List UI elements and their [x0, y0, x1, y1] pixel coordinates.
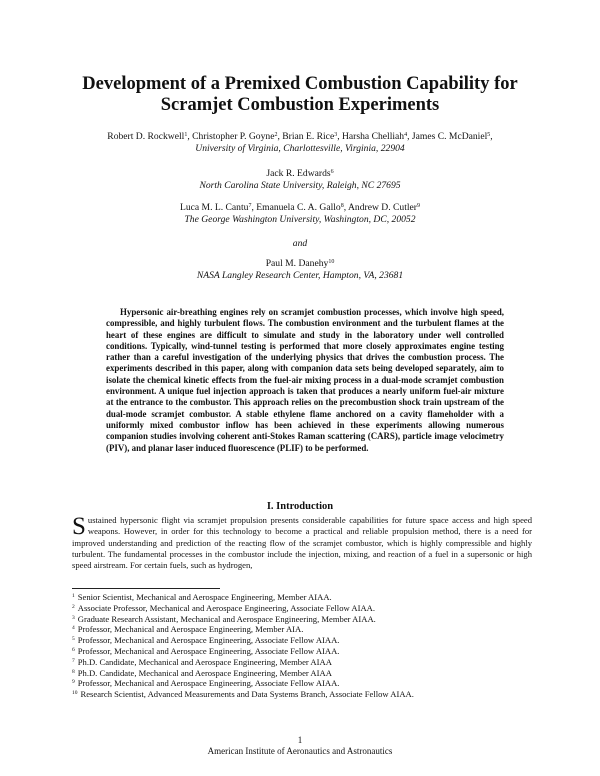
author: Harsha Chelliah$^4$, [342, 131, 412, 142]
author-list [60, 131, 540, 143]
author-group-2 [60, 168, 540, 192]
author: Christopher P. Goyne$^2$, [192, 131, 283, 142]
intro-text: ustained hypersonic flight via scramjet propulsion presents considerable capabilities for future space access and high speed weapons. However, in order for this technology to become a practical and reliable propulsion method, there is a need for improved understanding and prediction of the reacting flow of the scramjet combustor, which is highly compressible and highly turbulent. The fundamental processes in the combustor include the injection, mixing, and reaction of a fuel in a supersonic or high speed airstream. For certain fuels, such as hydrogen, [72, 515, 532, 571]
author-group-4 [60, 258, 540, 282]
footnote: $^7$ Ph.D. Candidate, Mechanical and Aerospace Engineering, Member AIAA [72, 656, 332, 667]
footnote: $^8$ Ph.D. Candidate, Mechanical and Aerospace Engineering, Member AIAA [72, 667, 332, 678]
abstract [106, 307, 504, 454]
author: Emanuela C. A. Gallo$^8$, [256, 202, 348, 213]
affiliation: NASA Langley Research Center, Hampton, VA, 23681 [196, 270, 404, 281]
author: Jack R. Edwards$^6$ [266, 168, 334, 179]
section-heading: I. Introduction [266, 501, 334, 512]
author: Andrew D. Cutler$^9$ [348, 202, 421, 213]
footnote: $^3$ Graduate Research Assistant, Mechanical and Aerospace Engineering, Member AIAA. [72, 613, 376, 624]
author-group-3 [60, 202, 540, 226]
page-footer: American Institute of Aeronautics and Astronautics [207, 746, 393, 756]
author-group-1 [60, 131, 540, 155]
author: Robert D. Rockwell$^1$, [107, 131, 193, 142]
intro-paragraph [72, 515, 532, 571]
page-number: 1 [297, 735, 303, 745]
author: Paul M. Danehy$^{10}$ [265, 258, 335, 269]
affiliation: North Carolina State University, Raleigh, NC 27695 [199, 180, 401, 191]
affiliation: University of Virginia, Charlottesville, Virginia, 22904 [195, 143, 405, 154]
and-separator: and [292, 238, 308, 249]
author: James C. McDaniel$^5$, [411, 131, 493, 142]
footnote: $^2$ Associate Professor, Mechanical and Aerospace Engineering, Associate Fellow AIAA. [72, 602, 376, 613]
paper-title [60, 74, 540, 116]
footnote: $^9$ Professor, Mechanical and Aerospace Engineering, Associate Fellow AIAA. [72, 678, 340, 689]
affiliation: The George Washington University, Washington, DC, 20052 [184, 214, 416, 225]
footnote: $^1$ Senior Scientist, Mechanical and Aerospace Engineering, Member AIAA. [72, 592, 332, 602]
footnotes [72, 592, 542, 700]
footnote: $^6$ Professor, Mechanical and Aerospace Engineering, Associate Fellow AIAA. [72, 645, 340, 656]
footnote: $^{10}$ Research Scientist, Advanced Measurements and Data Systems Branch, Associate Fellow AIAA. [72, 689, 414, 700]
footnote: $^5$ Professor, Mechanical and Aerospace Engineering, Associate Fellow AIAA. [72, 635, 340, 646]
author-list [60, 202, 540, 214]
abstract-text: Hypersonic air-breathing engines rely on scramjet combustion processes, which involve high speed, compressible, and highly turbulent flows. The combustion environment and the turbulent flames at the heart of these engines are difficult to simulate and study in the laboratory under well controlled conditions. Typically, wind-tunnel testing is performed that more closely approximates engine testing rather than a careful investigation of the underlying physics that drives the combustion process. The experiments described in this paper, along with companion data sets being developed separately, aim to isolate the chemical kinetic effects from the fuel-air mixing process in a dual-mode scramjet combustion environment. A unique fuel injection approach is taken that produces a nearly uniform fuel-air mixture at the entrance to the combustor. This approach relies on the precombustion shock train upstream of the dual-mode scramjet combustor. A stable ethylene flame anchored on a cavity flameholder with a uniformly mixed combustor inflow has been achieved in these experiments allowing numerous companion studies involving coherent anti-Stokes Raman scattering (CARS), particle image velocimetry (PIV), and planar laser induced fluorescence (PLIF) to be performed. [106, 307, 504, 453]
footnote-rule [72, 588, 220, 589]
title-line-2: Scramjet Combustion Experiments [160, 95, 440, 115]
author-list [60, 258, 540, 270]
drop-cap: S [72, 513, 86, 540]
author-list [60, 168, 540, 180]
author: Luca M. L. Cantu$^7$, [179, 202, 257, 213]
author: Brian E. Rice$^3$, [282, 131, 342, 142]
footnote: $^4$ Professor, Mechanical and Aerospace Engineering, Member AIA. [72, 624, 304, 635]
title-line-1: Development of a Premixed Combustion Capability for [82, 74, 518, 94]
